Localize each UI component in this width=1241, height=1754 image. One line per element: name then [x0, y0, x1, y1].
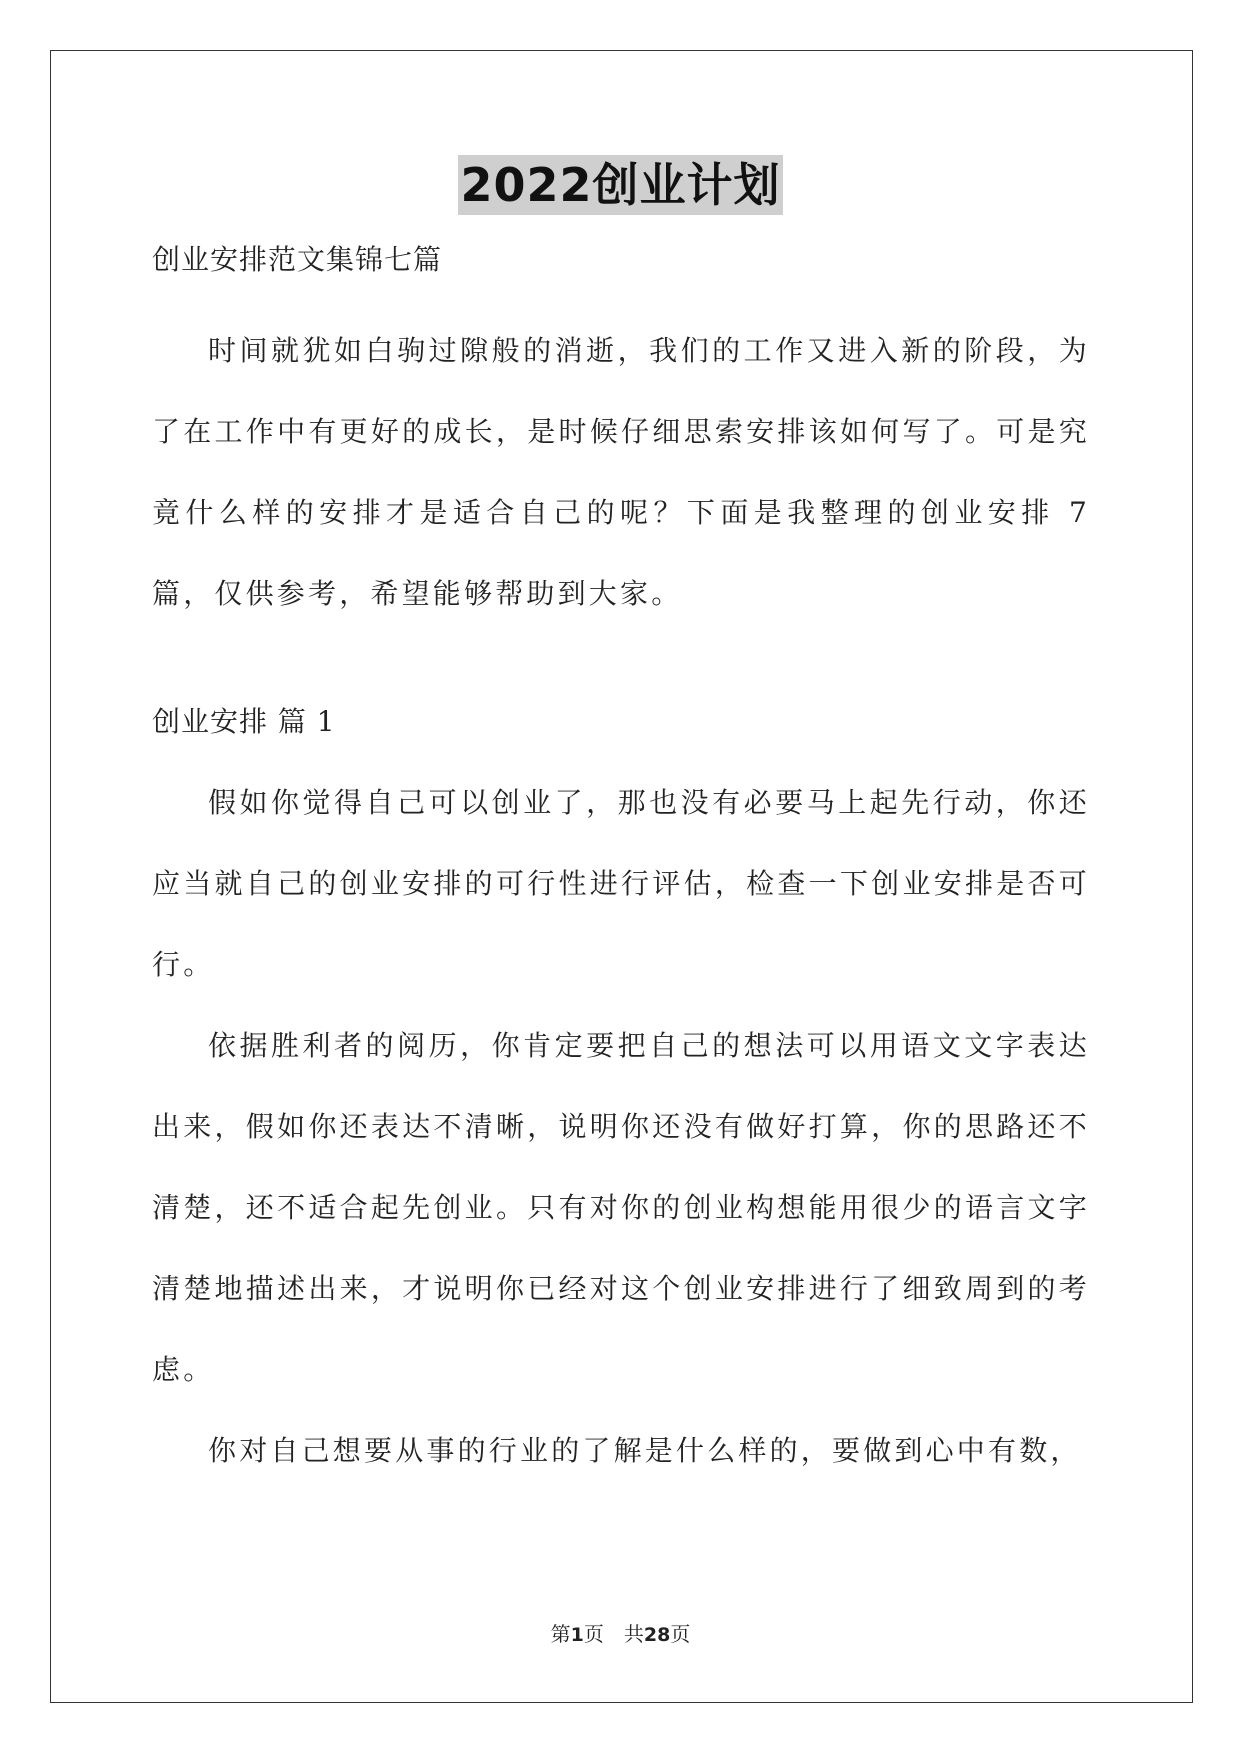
- body-paragraph-2: 依据胜利者的阅历，你肯定要把自己的想法可以用语文文字表达出来，假如你还表达不清晰，说明你还没有做好打算，你的思路还不清楚，还不适合起先创业。只有对你的创业构想能用很少的语言文字清楚地描述出来，才说明你已经对这个创业安排进行了细致周到的考虑。: [152, 1029, 1090, 1386]
- page-footer: [0, 1620, 1241, 1649]
- document-body: [152, 240, 1090, 1491]
- section-heading: 创业安排 篇 1: [152, 705, 336, 738]
- intro-paragraph: 时间就犹如白驹过隙般的消逝，我们的工作又进入新的阶段，为了在工作中有更好的成长，是时候仔细思索安排该如何写了。可是究竟什么样的安排才是适合自己的呢？下面是我整理的创业安排 7 篇，仅供参考，希望能够帮助到大家。: [152, 334, 1090, 610]
- page-suffix: 页: [670, 1622, 691, 1646]
- document-title: 2022创业计划: [458, 155, 782, 215]
- title-container: [0, 155, 1241, 215]
- document-subtitle: 创业安排范文集锦七篇: [152, 243, 443, 276]
- total-pages: 28: [643, 1624, 671, 1646]
- page-mid: 页 共: [583, 1622, 644, 1646]
- page-prefix: 第: [550, 1622, 571, 1646]
- body-paragraph-1: 假如你觉得自己可以创业了，那也没有必要马上起先行动，你还应当就自己的创业安排的可行性进行评估，检查一下创业安排是否可行。: [152, 786, 1090, 981]
- body-paragraph-3: 你对自己想要从事的行业的了解是什么样的，要做到心中有数，: [208, 1434, 1082, 1467]
- page-number: 1: [570, 1624, 584, 1646]
